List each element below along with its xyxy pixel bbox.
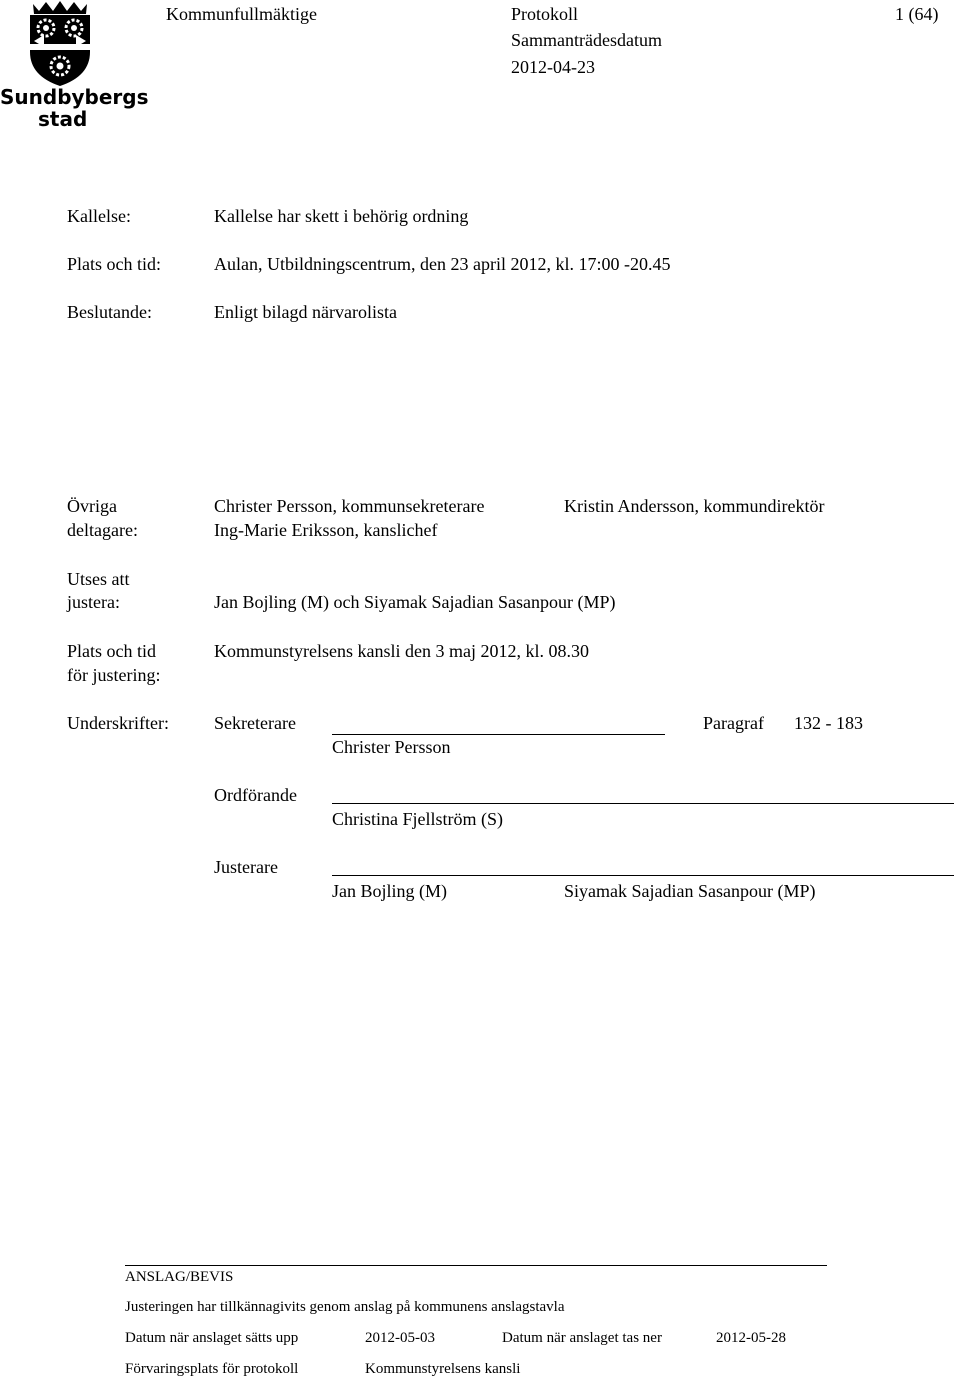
beslutande-label: Beslutande: [67, 302, 152, 322]
beslutande-value: Enligt bilagd närvarolista [214, 302, 397, 322]
justering-value: Kommunstyrelsens kansli den 3 maj 2012, kl. 08.30 [214, 641, 589, 661]
datum-upp-value: 2012-05-03 [365, 1330, 435, 1346]
anslag-text: Justeringen har tillkännagivits genom anslag på kommunens anslagstavla [125, 1299, 565, 1315]
datum-ner-value: 2012-05-28 [716, 1330, 786, 1346]
ovriga-label-2: deltagare: [67, 520, 138, 540]
logo-text-line1: Sundbybergs [0, 85, 149, 109]
ordforande-signature-line [332, 803, 954, 804]
justering-label-1: Plats och tid [67, 641, 156, 661]
ovriga-label-1: Övriga [67, 496, 117, 516]
coat-of-arms-icon [0, 0, 120, 86]
body-name: Kommunfullmäktige [166, 4, 317, 24]
plats-label: Plats och tid: [67, 254, 161, 274]
forvaring-value: Kommunstyrelsens kansli [365, 1361, 521, 1377]
sekreterare-name: Christer Persson [332, 737, 451, 757]
paragraf-value: 132 - 183 [794, 713, 863, 733]
kallelse-value: Kallelse har skett i behörig ordning [214, 206, 469, 226]
justerare-name-1: Jan Bojling (M) [332, 881, 447, 901]
municipality-logo [0, 0, 149, 132]
paragraf-label: Paragraf [703, 713, 764, 733]
datum-ner-label: Datum när anslaget tas ner [502, 1330, 662, 1346]
justerare-signature-line [332, 875, 954, 876]
anslag-top-rule [125, 1265, 827, 1266]
doc-type: Protokoll [511, 4, 579, 24]
utses-value: Jan Bojling (M) och Siyamak Sajadian Sasanpour (MP) [214, 592, 616, 612]
meeting-date: 2012-04-23 [511, 57, 595, 77]
justerare-name-2: Siyamak Sajadian Sasanpour (MP) [564, 881, 816, 901]
justering-label-2: för justering: [67, 665, 161, 685]
date-label: Sammanträdesdatum [511, 30, 662, 50]
forvaring-label: Förvaringsplats för protokoll [125, 1361, 299, 1377]
utses-label-1: Utses att [67, 569, 130, 589]
kallelse-label: Kallelse: [67, 206, 131, 226]
datum-upp-label: Datum när anslaget sätts upp [125, 1330, 299, 1346]
anslag-title: ANSLAG/BEVIS [125, 1269, 234, 1285]
underskrifter-label: Underskrifter: [67, 713, 169, 733]
ordforande-name: Christina Fjellström (S) [332, 809, 503, 829]
participant-3: Ing-Marie Eriksson, kanslichef [214, 520, 438, 540]
logo-text-line2: stad [38, 107, 88, 131]
page-number: 1 (64) [895, 4, 939, 24]
justerare-role: Justerare [214, 857, 278, 877]
participant-1: Christer Persson, kommunsekreterare [214, 496, 485, 516]
participant-2: Kristin Andersson, kommundirektör [564, 496, 825, 516]
ordforande-role: Ordförande [214, 785, 297, 805]
plats-value: Aulan, Utbildningscentrum, den 23 april 2012, kl. 17:00 -20.45 [214, 254, 671, 274]
utses-label-2: justera: [67, 592, 120, 612]
sekreterare-role: Sekreterare [214, 713, 296, 733]
